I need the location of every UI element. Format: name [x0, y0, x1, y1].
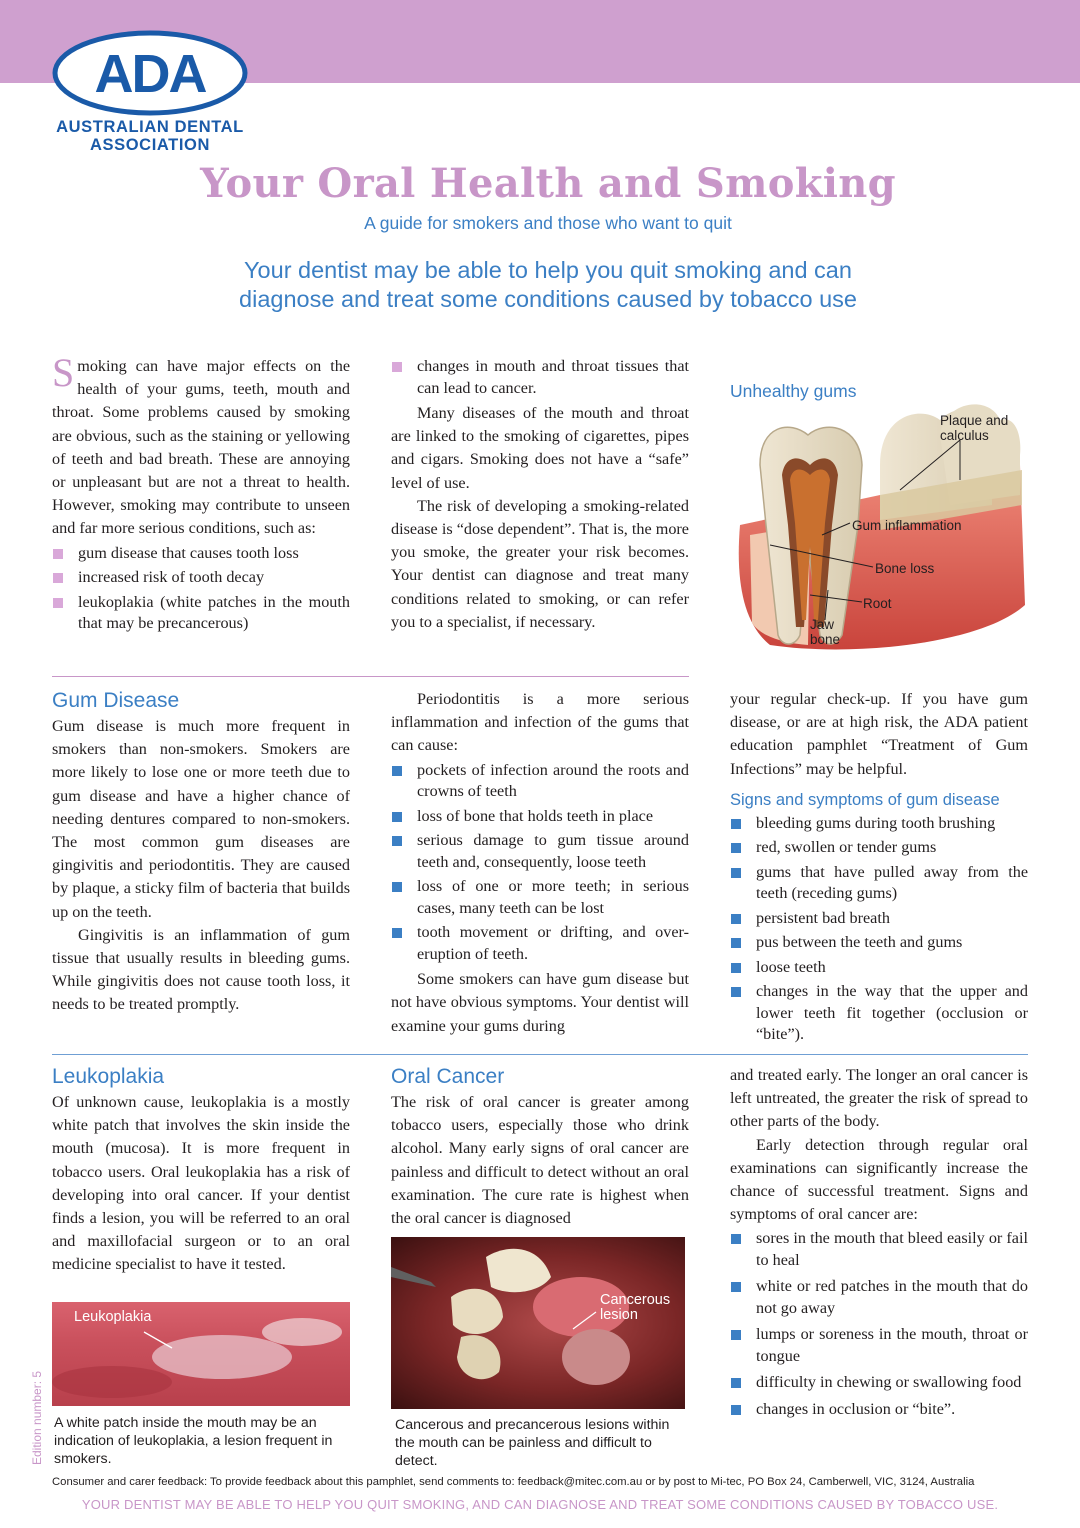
list-item: bleeding gums during tooth brushing: [730, 813, 1028, 835]
list-item: tooth movement or drifting, and over-eruption of teeth.: [391, 922, 689, 965]
footer-tagline: YOUR DENTIST MAY BE ABLE TO HELP YOU QUIT SMOKING, AND CAN DIAGNOSE AND TREAT SOME CONDITIONS CAUSED BY TOBACCO USE.: [81, 1497, 999, 1512]
cancerous-lesion-icon: [391, 1237, 685, 1409]
paragraph: Some smokers can have gum disease but not have obvious symptoms. Your dentist will examine your gums during: [391, 970, 689, 1035]
list-item: gums that have pulled away from the teeth (receding gums): [730, 862, 1028, 905]
divider: [52, 676, 689, 677]
list-item: white or red patches in the mouth that do not go away: [730, 1276, 1028, 1319]
oral-cancer-caption: Cancerous and precancerous lesions within the mouth can be painless and difficult to detect.: [395, 1417, 670, 1469]
paragraph: Gum disease is much more frequent in smokers than non-smokers. Smokers are more likely to lose one or more teeth due to gum disease and have a higher chance of needing dentures compared to non-smokers. The most common gum diseases are gingivitis and periodontitis. They are caused by plaque, a sticky film of bacteria that builds up on the teeth.: [52, 717, 350, 921]
intro-line1: Your dentist may be able to help you quit smoking and can: [244, 257, 852, 283]
feedback-line: Consumer and carer feedback: To provide feedback about this pamphlet, send comments to: feedback@mitec.com.au or by post to Mi-tec, PO Box 24, Camberwell, VIC, 3124, Australia: [52, 1476, 975, 1488]
list-item: serious damage to gum tissue around teeth and, consequently, loose teeth: [391, 830, 689, 873]
list-item: leukoplakia (white patches in the mouth that may be precancerous): [52, 592, 350, 635]
intro-line2: diagnose and treat some conditions caused by tobacco use: [239, 286, 857, 312]
list-item: changes in the way that the upper and lower teeth fit together (occlusion or “bite”).: [730, 981, 1028, 1046]
figure-label-unhealthy-gums: Unhealthy gums: [730, 381, 857, 401]
gum-signs-list: [730, 813, 1028, 1046]
paragraph: your regular check-up. If you have gum disease, or are at high risk, the ADA patient education pamphlet “Treatment of Gum Infections” may be helpful.: [730, 690, 1028, 778]
list-item: pockets of infection around the roots and crowns of teeth: [391, 760, 689, 803]
list-item: persistent bad breath: [730, 908, 1028, 930]
oral-cancer-column-2: [730, 1064, 1028, 1423]
oral-cancer-heading: Oral Cancer: [391, 1065, 505, 1088]
leukoplakia-column: [52, 1064, 350, 1277]
paragraph: Gingivitis is an inflammation of gum tissue that usually results in bleeding gums. While gingivitis does not cause tooth loss, it needs to be treated promptly.: [52, 925, 350, 1014]
conditions-list: [52, 543, 350, 635]
ada-logo: [52, 30, 248, 121]
annotation-root: Root: [863, 596, 892, 611]
list-item: loose teeth: [730, 957, 1028, 979]
leukoplakia-photo-label: Leukoplakia: [74, 1309, 152, 1325]
paragraph: and treated early. The longer an oral cancer is left untreated, the greater the risk of spread to other parts of the body.: [730, 1066, 1028, 1131]
logo-org-line1: AUSTRALIAN DENTAL: [56, 118, 244, 136]
gum-disease-column-2: [391, 688, 689, 1038]
page-subtitle: A guide for smokers and those who want to quit: [364, 213, 732, 233]
logo-text: ADA: [94, 44, 206, 104]
intro-paragraph-text: moking can have major effects on the health of your gums, teeth, mouth and throat. Some problems caused by smoking are obvious, such as the staining or yellowing of teeth and bad breath. These are annoying or unpleasant but are not a threat to health. However, smoking may contribute to unseen and far more serious conditions, such as:: [52, 357, 350, 538]
page-title: Your Oral Health and Smoking: [200, 160, 896, 207]
gum-signs-heading: Signs and symptoms of gum disease: [730, 790, 1000, 809]
list-item: changes in mouth and throat tissues that can lead to cancer.: [391, 356, 689, 399]
paragraph: Early detection through regular oral examinations can significantly increase the chance of successful treatment. Signs and symptoms of oral cancer are:: [730, 1135, 1028, 1224]
oral-cancer-photo: [391, 1237, 685, 1409]
conditions-list-cont: [391, 356, 689, 399]
intro-paragraph: [52, 350, 350, 541]
ada-logo-icon: [52, 30, 248, 116]
annotation-jaw-bone: Jaw bone: [810, 617, 841, 647]
list-item: increased risk of tooth decay: [52, 567, 350, 589]
oral-cancer-column-1: [391, 1064, 689, 1230]
intro-statement: [200, 256, 896, 314]
oral-cancer-signs-list: [730, 1228, 1028, 1420]
gum-disease-heading: Gum Disease: [52, 689, 180, 712]
paragraph: Of unknown cause, leukoplakia is a mostly white patch that involves the skin inside the mouth (mucosa). It is more frequent in tobacco users. Oral leukoplakia has a risk of developing into oral cancer. If your dentist finds a lesion, you will be referred to an oral and maxillofacial surgeon or to an oral medicine specialist to have it tested.: [52, 1093, 350, 1274]
list-item: difficulty in chewing or swallowing food: [730, 1372, 1028, 1394]
leukoplakia-caption: A white patch inside the mouth may be an indication of leukoplakia, a lesion frequent in smokers.: [54, 1415, 333, 1467]
list-item: pus between the teeth and gums: [730, 932, 1028, 954]
paragraph: Periodontitis is a more serious inflammation and infection of the gums that can cause:: [391, 690, 689, 755]
annotation-bone-loss: Bone loss: [875, 561, 935, 576]
gum-disease-column-1: [52, 688, 350, 1017]
oral-cancer-photo-label: Cancerous lesion: [600, 1292, 671, 1323]
edition-number: Edition number: 5: [30, 1370, 44, 1465]
intro-column-2: [391, 356, 689, 634]
list-item: loss of bone that holds teeth in place: [391, 806, 689, 828]
gum-disease-column-3: [730, 688, 1028, 1049]
list-item: red, swollen or tender gums: [730, 837, 1028, 859]
divider: [52, 1054, 1028, 1055]
list-item: sores in the mouth that bleed easily or fail to heal: [730, 1228, 1028, 1271]
leukoplakia-photo: [52, 1302, 350, 1406]
logo-org-line2: ASSOCIATION: [90, 136, 210, 154]
periodontitis-effects-list: [391, 760, 689, 966]
list-item: changes in occlusion or “bite”.: [730, 1399, 1028, 1421]
annotation-gum-inflammation: Gum inflammation: [852, 518, 962, 533]
list-item: gum disease that causes tooth loss: [52, 543, 350, 565]
dropcap: S: [52, 350, 75, 395]
paragraph: Many diseases of the mouth and throat are linked to the smoking of cigarettes, pipes and cigars. Smoking does not have a “safe” level of use.: [391, 404, 689, 492]
annotation-plaque: Plaque and calculus: [940, 413, 1009, 443]
list-item: lumps or soreness in the mouth, throat or tongue: [730, 1324, 1028, 1367]
leukoplakia-heading: Leukoplakia: [52, 1065, 165, 1088]
list-item: loss of one or more teeth; in serious cases, many teeth can be lost: [391, 876, 689, 919]
paragraph: The risk of developing a smoking-related disease is “dose dependent”. That is, the more you smoke, the greater your risk becomes. Your dentist can diagnose and treat many conditions related to smoking, or can refer you to a specialist, if necessary.: [391, 496, 689, 631]
paragraph: The risk of oral cancer is greater among tobacco users, especially those who drink alcohol. Many early signs of oral cancer are painless and difficult to detect without an oral examination. The cure rate is highest when the oral cancer is diagnosed: [391, 1093, 689, 1228]
intro-column-1: [52, 350, 350, 638]
logo-org-name: [52, 118, 248, 154]
